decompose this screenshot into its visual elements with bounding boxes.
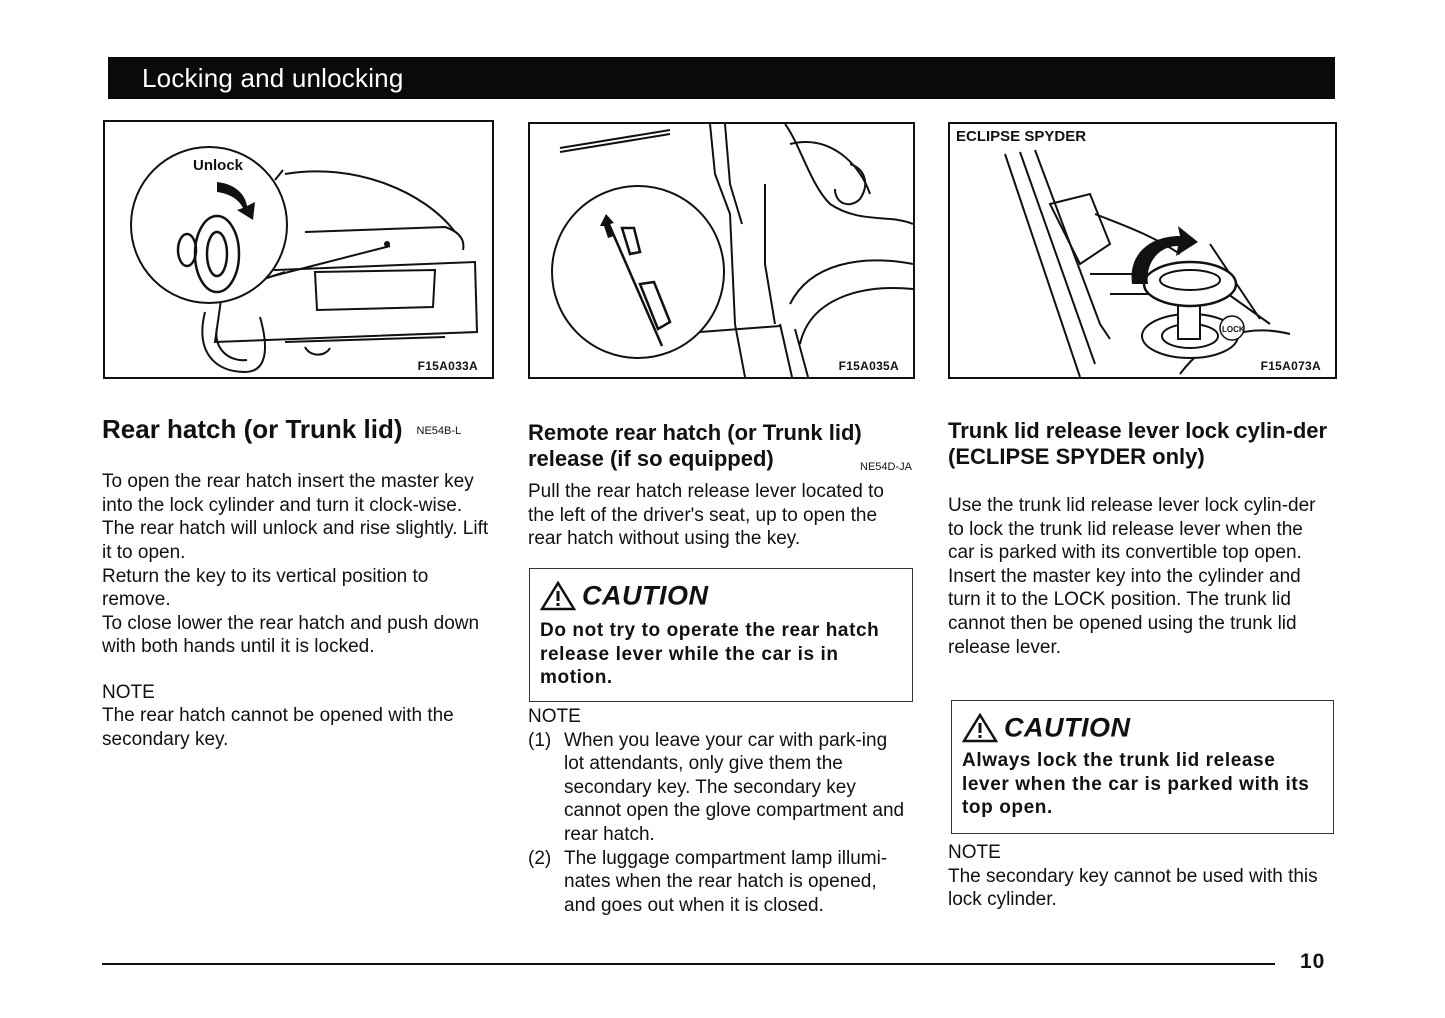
paragraph: Use the trunk lid release lever lock cylin-der to lock the trunk lid release lever when the car is parked with its convertible top open. [948,495,1316,564]
page-number: 10 [1300,950,1326,973]
caution-text: Always lock the trunk lid release lever when the car is parked with its top open. [962,750,1310,819]
figure-code: F15A073A [1260,359,1321,373]
section-title: Locking and unlocking [142,63,404,93]
heading-rear-hatch: Rear hatch (or Trunk lid) NE54B-L [102,414,462,444]
rear-hatch-illustration [105,122,492,377]
section-code: NE54D-JA [860,461,912,473]
paragraph: The rear hatch will unlock and rise slightly. Lift it to open. [102,518,489,563]
caution-text: Do not try to operate the rear hatch release lever while the car is in motion. [540,620,880,689]
paragraph: Insert the master key into the cylinder and turn it to the LOCK position. The trunk lid cannot then be opened using the trunk lid release lever. [948,565,1301,658]
caution-box-trunk-lid [951,700,1334,834]
list-item: (1) When you leave your car with park-ing lot attendants, only give them the secondary key. The secondary key cannot open the glove compartment and rear hatch. [528,729,905,845]
paragraph: Pull the rear hatch release lever located to the left of the driver's seat, up to open the rear hatch without using the key. [528,481,884,550]
column-remote-release-notes [528,705,912,917]
heading-lock-cylinder: Trunk lid release lever lock cylin-der (ECLIPSE SPYDER only) [948,418,1328,469]
figure-remote-release [528,122,915,379]
note-text: The rear hatch cannot be opened with the secondary key. [102,705,454,751]
paragraph: To close lower the rear hatch and push down with both hands until it is locked. [102,612,480,658]
note-label: NOTE [528,706,581,727]
caution-title: CAUTION [962,711,1131,747]
lock-cylinder-illustration [950,124,1335,377]
warning-triangle-icon [540,581,576,611]
paragraph: Return the key to its vertical position to remove. [102,565,429,611]
column-lock-cylinder [948,418,1334,659]
note-list [528,729,912,918]
list-item: (2) The luggage compartment lamp illumi-nates when the rear hatch is opened, and goes out when it is closed. [528,847,888,916]
figure-rear-hatch-unlock [103,120,494,379]
footer-divider [102,963,1275,965]
note-text: The secondary key cannot be used with this lock cylinder. [948,865,1318,911]
column-remote-release [528,420,912,551]
column-lock-cylinder-note [948,841,1334,912]
figure-code: F15A035A [838,359,899,373]
release-lever-illustration [530,124,913,377]
paragraph: To open the rear hatch insert the master key into the lock cylinder and turn it clock-wise. [102,471,474,516]
heading-remote-release: Remote rear hatch (or Trunk lid) release (if so equipped) NE54D-JA [528,420,912,472]
unlock-label: Unlock [193,157,244,174]
caution-title: CAUTION [540,579,709,615]
column-rear-hatch [102,414,494,752]
figure-lock-cylinder [948,122,1337,379]
figure-code: F15A033A [417,359,478,373]
warning-triangle-icon [962,713,998,743]
note-label: NOTE [102,681,155,703]
figure-tag: ECLIPSE SPYDER [956,128,1087,145]
caution-box-rear-hatch [529,568,913,702]
lock-label: LOCK [1222,325,1245,334]
section-header [108,57,1335,99]
section-code: NE54B-L [416,425,462,438]
note-label: NOTE [948,842,1001,863]
